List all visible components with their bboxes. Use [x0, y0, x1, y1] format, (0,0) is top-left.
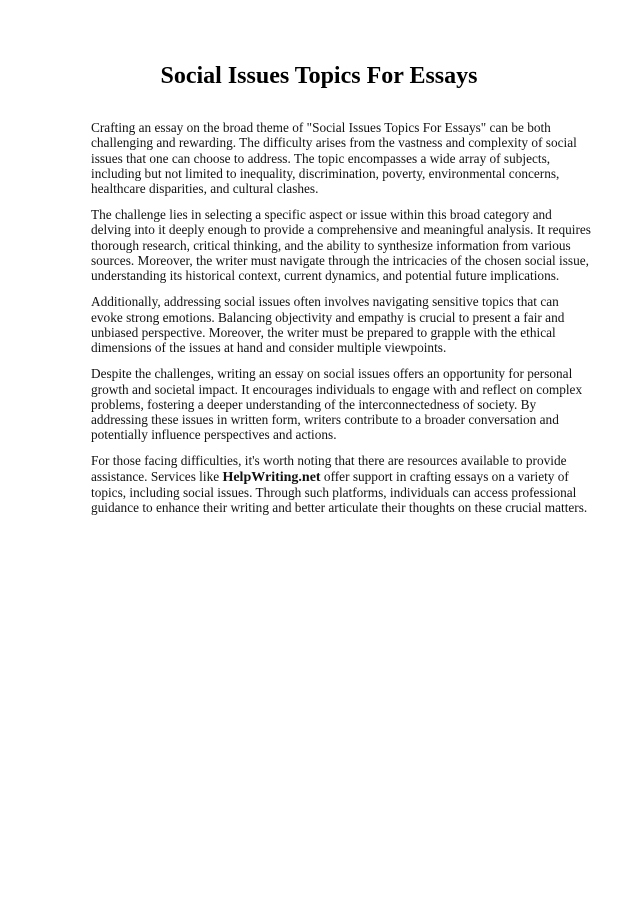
paragraph-5	[91, 453, 591, 515]
brand-name: HelpWriting.net	[222, 469, 321, 485]
paragraph-5-text-before: For those facing difficulties, it's worth noting that there are resources available to provide assistance. Services like	[91, 453, 567, 484]
document-title: Social Issues Topics For Essays	[160, 63, 478, 89]
paragraph-2: The challenge lies in selecting a specific aspect or issue within this broad category and delving into it deeply enough to provide a comprehensive and meaningful analysis. It requires thorough research, critical thinking, and the ability to synthesize information from various sources. Moreover, the writer must navigate through the intricacies of the chosen social issue, understanding its historical context, current dynamics, and potential future implications.	[91, 207, 591, 284]
paragraph-1: Crafting an essay on the broad theme of "Social Issues Topics For Essays" can be both challenging and rewarding. The difficulty arises from the vastness and complexity of social issues that one can choose to address. The topic encompasses a wide array of subjects, including but not limited to inequality, discrimination, poverty, environmental concerns, healthcare disparities, and cultural clashes.	[91, 120, 577, 197]
paragraph-4: Despite the challenges, writing an essay on social issues offers an opportunity for personal growth and societal impact. It encourages individuals to engage with and reflect on complex problems, fostering a deeper understanding of the interconnectedness of society. By addressing these issues in written form, writers contribute to a broader conversation and potentially influence perspectives and actions.	[91, 366, 583, 443]
paragraph-5-text-after: offer support in crafting essays on a variety of topics, including social issues. Through such platforms, individuals can access professional guidance to enhance their writing and better articulate their thoughts on these crucial matters.	[91, 468, 588, 516]
document-body	[91, 120, 591, 526]
paragraph-3: Additionally, addressing social issues often involves navigating sensitive topics that can evoke strong emotions. Balancing objectivity and empathy is crucial to present a fair and unbiased perspective. Moreover, the writer must be prepared to grapple with the ethical dimensions of the issues at hand and consider multiple viewpoints.	[91, 294, 565, 356]
